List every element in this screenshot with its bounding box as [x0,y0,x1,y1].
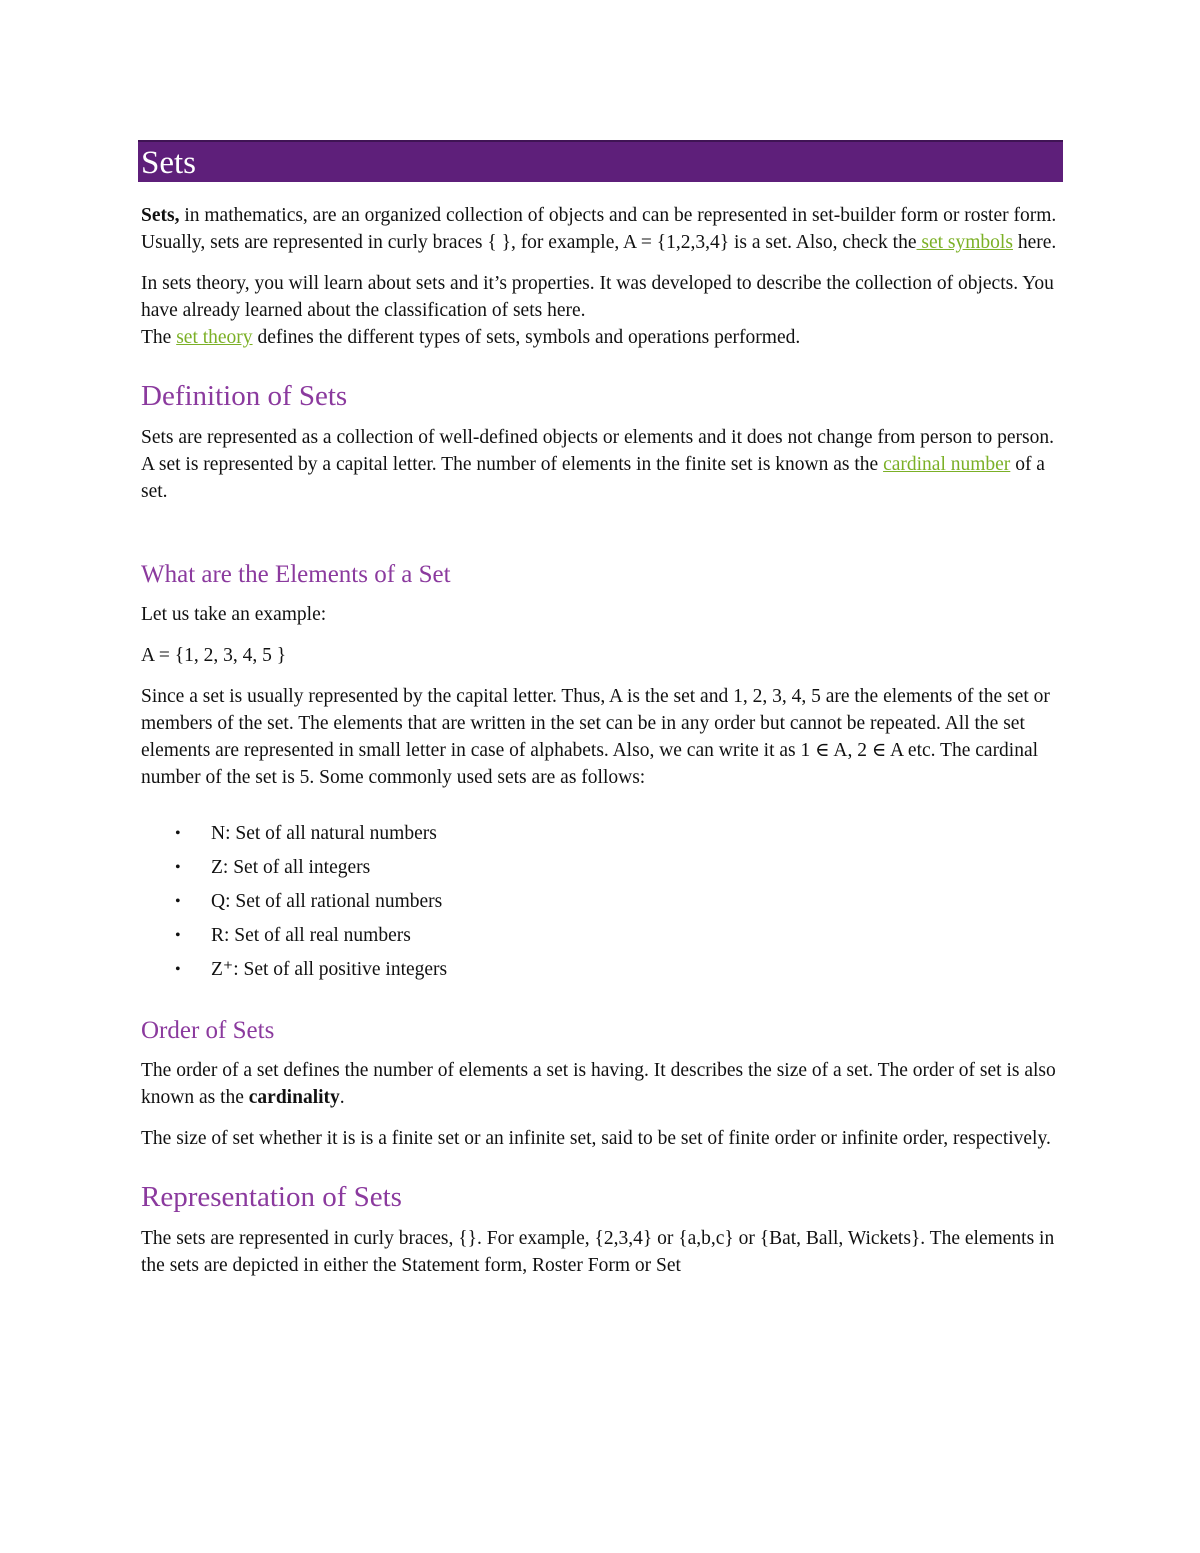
elements-heading: What are the Elements of a Set [141,561,451,588]
definition-text: Sets are represented as a collection of well-defined objects or elements and it does not change from person to person. A set is represented by a capital letter. The number of elements in the finite set is known as the [141,427,1054,475]
definition-heading: Definition of Sets [141,380,348,412]
order-heading: Order of Sets [141,1017,275,1044]
order-paragraph-2: The size of set whether it is is a finite set or an infinite set, said to be set of finite order or infinite order, respectively. [141,1128,1051,1149]
list-item [141,885,1066,919]
list-item-text: R: Set of all real numbers [211,925,411,946]
intro-text: in mathematics, are an organized collection of objects and can be represented in set-builder form or roster form. Usually, sets are represented in curly braces { }, for example, A = {1,2,3,4} is a set. Also, check the [141,205,1057,253]
definition-text-end: of a set. [141,454,1045,502]
bullet-icon: • [175,961,181,978]
intro-text-end: here. [1012,232,1057,253]
list-item-text: Z: Set of all integers [211,857,371,878]
bullet-icon: • [175,927,181,944]
set-symbols-link[interactable]: set symbols [916,232,1013,253]
page-title: Sets [138,140,1063,182]
list-item-text: Q: Set of all rational numbers [211,891,443,912]
cardinal-number-link[interactable]: cardinal number [883,454,1011,475]
example-intro: Let us take an example: [141,604,327,625]
order-text: The order of a set defines the number of elements a set is having. It describes the size of a set. The order of set is also known as the [141,1060,1056,1108]
elements-paragraph: Since a set is usually represented by the capital letter. Thus, A is the set and 1, 2, 3, 4, 5 are the elements of the set or members of the set. The elements that are written in the set can be in any order but cannot be repeated. All the set elements are represented in small letter in case of alphabets. Also, we can write it as 1 ∈ A, 2 ∈ A etc. The cardinal number of the set is 5. Some commonly used sets are as follows: [141,686,1050,788]
theory-paragraph [141,270,1066,351]
order-paragraph-1 [141,1057,1066,1111]
theory-text-the: The [141,327,177,348]
list-item-text: N: Set of all natural numbers [211,823,437,844]
bullet-icon: • [175,859,181,876]
theory-text-rest: defines the different types of sets, symbols and operations performed. [252,327,801,348]
set-theory-link[interactable]: set theory [176,327,253,348]
intro-paragraph [141,202,1066,256]
list-item [141,953,1066,987]
list-item [141,851,1066,885]
common-sets-list [141,817,1066,987]
list-item [141,919,1066,953]
representation-heading: Representation of Sets [141,1181,402,1213]
definition-paragraph [141,424,1066,505]
example-set: A = {1, 2, 3, 4, 5 } [141,645,287,666]
bullet-icon: • [175,893,181,910]
cardinality-term: cardinality [248,1087,340,1108]
list-item-text: Z⁺: Set of all positive integers [211,959,448,980]
document-body [141,202,1066,1293]
representation-paragraph: The sets are represented in curly braces, {}. For example, {2,3,4} or {a,b,c} or {Bat, Ball, Wickets}. The elements in the sets are depicted in either the Statement form, Roster Form or Set [141,1228,1055,1276]
list-item [141,817,1066,851]
order-text-end: . [339,1087,345,1108]
intro-lead: Sets, [141,205,180,226]
theory-text-1: In sets theory, you will learn about sets and it’s properties. It was developed to describe the collection of objects. You have already learned about the classification of sets here. [141,273,1054,321]
bullet-icon: • [175,825,181,842]
